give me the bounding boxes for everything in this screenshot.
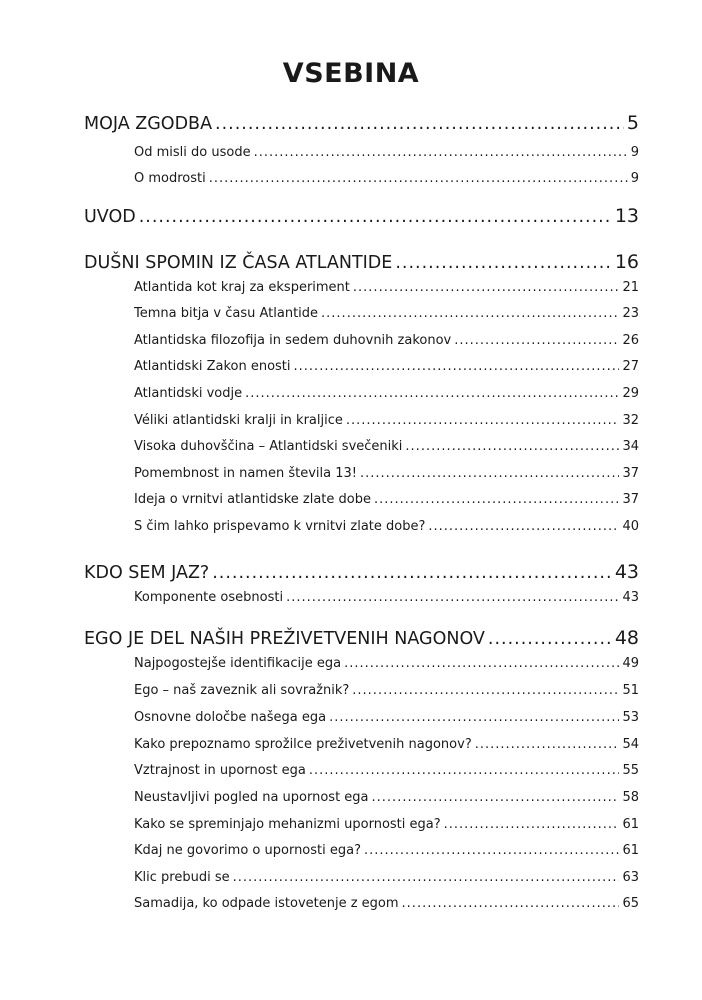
toc-chapter-entry — [84, 561, 639, 583]
toc-page-number: 26 — [622, 333, 639, 348]
toc-page-number: 32 — [622, 413, 639, 428]
toc-page-number: 27 — [622, 359, 639, 374]
toc-section-entry — [134, 333, 639, 348]
toc-entry-title: UVOD — [84, 207, 136, 227]
toc-entry-title: EGO JE DEL NAŠIH PREŽIVETVENIH NAGONOV — [84, 629, 485, 649]
toc-entry-title: Visoka duhovščina – Atlantidski svečeniki — [134, 439, 403, 454]
toc-page-number: 65 — [622, 896, 639, 911]
dot-leader — [353, 280, 620, 295]
dot-leader — [405, 439, 619, 454]
dot-leader — [294, 359, 620, 374]
toc-entry-title: Kako se spreminjajo mehanizmi upornosti ega? — [134, 817, 441, 832]
toc-section-entry — [134, 817, 639, 832]
toc-entry-title: Atlantida kot kraj za eksperiment — [134, 280, 350, 295]
toc-section-entry — [134, 763, 639, 778]
toc-page-number: 55 — [622, 763, 639, 778]
dot-leader — [374, 492, 619, 507]
toc-entry-title: Atlantidska filozofija in sedem duhovnih zakonov — [134, 333, 452, 348]
toc-page-number: 49 — [622, 656, 639, 671]
toc-page-number: 37 — [622, 466, 639, 481]
toc-section-entry — [134, 710, 639, 725]
toc-page-number: 51 — [622, 683, 639, 698]
toc-section-entry — [134, 413, 639, 428]
toc-entry-title: S čim lahko prispevamo k vrnitvi zlate dobe? — [134, 519, 426, 534]
dot-leader — [344, 656, 619, 671]
toc-entry-title: Temna bitja v času Atlantide — [134, 306, 319, 321]
toc-page-number: 43 — [614, 561, 639, 583]
toc-entry-title: Atlantidski Zakon enosti — [134, 359, 291, 374]
toc-page-number: 13 — [614, 205, 639, 227]
dot-leader — [309, 763, 620, 778]
toc-entry-title: Od misli do usode — [134, 145, 251, 160]
dot-leader — [233, 870, 620, 885]
toc-section-entry — [134, 683, 639, 698]
page-title: VSEBINA — [282, 58, 420, 89]
toc-page-number: 29 — [622, 386, 639, 401]
dot-leader — [395, 253, 611, 273]
toc-page-number: 43 — [622, 590, 639, 605]
toc-section-entry — [134, 896, 639, 911]
dot-leader — [209, 171, 628, 186]
toc-section-entry — [134, 386, 639, 401]
toc-chapter-entry — [84, 627, 639, 649]
dot-leader — [329, 710, 619, 725]
toc-page-number: 16 — [614, 251, 639, 273]
dot-leader — [444, 817, 620, 832]
toc-page-number: 53 — [622, 710, 639, 725]
dot-leader — [360, 466, 619, 481]
dot-leader — [364, 843, 619, 858]
dot-leader — [139, 207, 612, 227]
dot-leader — [346, 413, 620, 428]
toc-entry-title: O modrosti — [134, 171, 206, 186]
toc-entry-title: Najpogostejše identifikacije ega — [134, 656, 342, 671]
toc-page-number: 58 — [622, 790, 639, 805]
toc-page-number: 61 — [622, 843, 639, 858]
toc-section-entry — [134, 492, 639, 507]
toc-section-entry — [134, 737, 639, 752]
toc-page-number: 5 — [626, 112, 639, 134]
dot-leader — [286, 590, 619, 605]
dot-leader — [245, 386, 619, 401]
toc-entry-title: Véliki atlantidski kralji in kraljice — [134, 413, 343, 428]
toc-page-number: 61 — [622, 817, 639, 832]
toc-section-entry — [134, 171, 639, 186]
toc-section-entry — [134, 439, 639, 454]
dot-leader — [402, 896, 620, 911]
toc-chapter-entry — [84, 205, 639, 227]
toc-chapter-entry — [84, 251, 639, 273]
dot-leader — [212, 563, 612, 583]
toc-section-entry — [134, 306, 639, 321]
toc-entry-title: Klic prebudi se — [134, 870, 230, 885]
toc-entry-title: KDO SEM JAZ? — [84, 563, 210, 583]
toc-page-number: 37 — [622, 492, 639, 507]
dot-leader — [488, 629, 612, 649]
toc-section-entry — [134, 466, 639, 481]
dot-leader — [454, 333, 619, 348]
toc-entry-title: Ideja o vrnitvi atlantidske zlate dobe — [134, 492, 371, 507]
toc-section-entry — [134, 843, 639, 858]
toc-chapter-entry — [84, 112, 639, 134]
toc-page-number: 9 — [630, 145, 639, 160]
dot-leader — [321, 306, 619, 321]
toc-section-entry — [134, 519, 639, 534]
dot-leader — [215, 114, 624, 134]
toc-section-entry — [134, 359, 639, 374]
toc-entry-title: Atlantidski vodje — [134, 386, 243, 401]
toc-page-number: 48 — [614, 627, 639, 649]
toc-entry-title: Komponente osebnosti — [134, 590, 284, 605]
toc-page-number: 63 — [622, 870, 639, 885]
toc-entry-title: MOJA ZGODBA — [84, 114, 213, 134]
toc-page-number: 40 — [622, 519, 639, 534]
dot-leader — [428, 519, 619, 534]
toc-page-number: 9 — [630, 171, 639, 186]
toc-section-entry — [134, 870, 639, 885]
dot-leader — [352, 683, 619, 698]
toc-page-number: 54 — [622, 737, 639, 752]
toc-entry-title: DUŠNI SPOMIN IZ ČASA ATLANTIDE — [84, 253, 393, 273]
toc-section-entry — [134, 145, 639, 160]
toc-section-entry — [134, 280, 639, 295]
toc-entry-title: Neustavljivi pogled na upornost ega — [134, 790, 369, 805]
toc-entry-title: Osnovne določbe našega ega — [134, 710, 327, 725]
toc-entry-title: Ego – naš zaveznik ali sovražnik? — [134, 683, 350, 698]
toc-entry-title: Pomembnost in namen števila 13! — [134, 466, 357, 481]
toc-section-entry — [134, 590, 639, 605]
dot-leader — [475, 737, 620, 752]
toc-entry-title: Kdaj ne govorimo o upornosti ega? — [134, 843, 361, 858]
toc-section-entry — [134, 790, 639, 805]
toc-entry-title: Vztrajnost in upornost ega — [134, 763, 306, 778]
toc-page-number: 23 — [622, 306, 639, 321]
dot-leader — [254, 145, 628, 160]
toc-section-entry — [134, 656, 639, 671]
toc-entry-title: Kako prepoznamo sprožilce preživetvenih nagonov? — [134, 737, 472, 752]
dot-leader — [372, 790, 620, 805]
toc-entry-title: Samadija, ko odpade istovetenje z egom — [134, 896, 399, 911]
toc-page-number: 34 — [622, 439, 639, 454]
toc-page-number: 21 — [622, 280, 639, 295]
